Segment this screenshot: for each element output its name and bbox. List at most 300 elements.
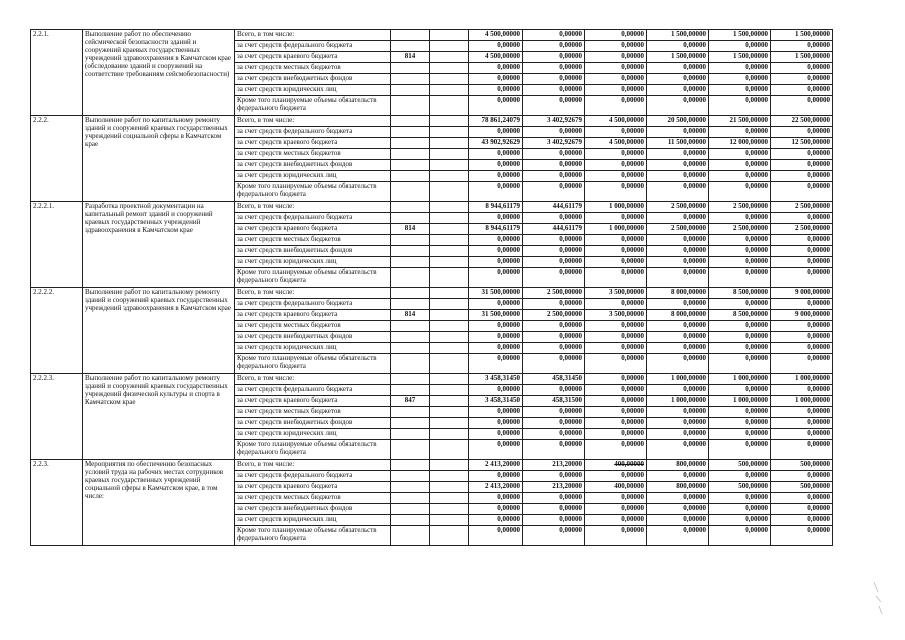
table-row [31, 374, 894, 385]
amount-cell: 0,00000 [469, 160, 523, 171]
amount-cell: 0,00000 [523, 321, 585, 332]
empty-cell [430, 246, 469, 257]
amount-cell: 0,00000 [523, 41, 585, 52]
margin-pencil-mark [872, 580, 884, 616]
amount-cell: 0,00000 [469, 385, 523, 396]
funding-source-label: за счет средств краевого бюджета [235, 482, 391, 493]
amount-cell: 31 500,00000 [469, 288, 523, 299]
amount-cell: 1 000,00000 [709, 374, 771, 385]
amount-cell: 8 000,00000 [647, 288, 709, 299]
empty-cell [430, 288, 469, 299]
amount-cell: 800,00000 [647, 460, 709, 471]
amount-cell: 0,00000 [709, 85, 771, 96]
budget-code [391, 235, 430, 246]
amount-cell: 0,00000 [771, 504, 833, 515]
amount-cell: 0,00000 [771, 246, 833, 257]
empty-cell [430, 407, 469, 418]
amount-cell: 0,00000 [647, 213, 709, 224]
budget-code [391, 299, 430, 310]
amount-cell: 0,00000 [771, 171, 833, 182]
amount-cell: 0,00000 [771, 41, 833, 52]
amount-cell: 0,00000 [709, 471, 771, 482]
amount-cell: 0,00000 [469, 74, 523, 85]
budget-code [391, 171, 430, 182]
amount-cell: 0,00000 [523, 493, 585, 504]
amount-cell: 0,00000 [585, 385, 647, 396]
amount-cell: 1 500,00000 [771, 30, 833, 41]
amount-cell: 0,00000 [647, 268, 709, 288]
amount-cell: 1 000,00000 [771, 396, 833, 407]
amount-cell: 1 500,00000 [709, 52, 771, 63]
amount-cell: 0,00000 [469, 418, 523, 429]
funding-source-label: Всего, в том числе: [235, 202, 391, 213]
amount-cell: 0,00000 [709, 385, 771, 396]
amount-cell: 0,00000 [647, 332, 709, 343]
funding-source-label: Всего, в том числе: [235, 460, 391, 471]
amount-cell: 1 500,00000 [647, 52, 709, 63]
amount-cell: 0,00000 [585, 321, 647, 332]
amount-cell: 0,00000 [709, 257, 771, 268]
funding-source-label: за счет средств внебюджетных фондов [235, 418, 391, 429]
amount-cell: 0,00000 [647, 354, 709, 374]
funding-source-label: за счет средств внебюджетных фондов [235, 504, 391, 515]
amount-cell: 78 861,24079 [469, 116, 523, 127]
funding-source-label: Кроме того планируемые объемы обязательств федерального бюджета [235, 526, 391, 546]
amount-cell: 0,00000 [585, 41, 647, 52]
budget-code [391, 482, 430, 493]
budget-code [391, 493, 430, 504]
empty-cell [430, 224, 469, 235]
amount-cell: 0,00000 [771, 440, 833, 460]
funding-source-label: за счет средств юридических лиц [235, 343, 391, 354]
amount-cell: 0,00000 [523, 418, 585, 429]
amount-cell: 0,00000 [771, 407, 833, 418]
amount-cell: 0,00000 [771, 213, 833, 224]
empty-cell [430, 63, 469, 74]
amount-cell: 0,00000 [647, 96, 709, 116]
amount-cell: 458,31450 [523, 374, 585, 385]
amount-cell: 0,00000 [523, 85, 585, 96]
table-row [31, 460, 894, 471]
funding-source-label: за счет средств юридических лиц [235, 257, 391, 268]
empty-cell [430, 526, 469, 546]
amount-cell: 0,00000 [647, 321, 709, 332]
amount-cell: 0,00000 [523, 471, 585, 482]
amount-cell: 0,00000 [469, 213, 523, 224]
amount-cell: 0,00000 [771, 299, 833, 310]
budget-code [391, 288, 430, 299]
amount-cell: 4 500,00000 [585, 116, 647, 127]
amount-cell: 0,00000 [469, 127, 523, 138]
amount-cell: 0,00000 [647, 526, 709, 546]
funding-source-label: за счет средств краевого бюджета [235, 224, 391, 235]
amount-cell: 0,00000 [647, 182, 709, 202]
funding-source-label: Кроме того планируемые объемы обязательств федерального бюджета [235, 268, 391, 288]
amount-cell: 0,00000 [585, 257, 647, 268]
amount-cell: 0,00000 [469, 332, 523, 343]
amount-cell: 11 500,00000 [647, 138, 709, 149]
amount-cell: 0,00000 [771, 526, 833, 546]
amount-cell: 1 500,00000 [647, 30, 709, 41]
empty-cell [430, 213, 469, 224]
funding-source-label: за счет средств юридических лиц [235, 515, 391, 526]
table-row [31, 288, 894, 299]
amount-cell: 0,00000 [585, 63, 647, 74]
amount-cell: 0,00000 [709, 246, 771, 257]
empty-cell [430, 471, 469, 482]
amount-cell: 0,00000 [647, 74, 709, 85]
amount-cell: 3 402,92679 [523, 116, 585, 127]
amount-cell: 0,00000 [469, 171, 523, 182]
budget-code: 814 [391, 224, 430, 235]
amount-cell: 0,00000 [523, 343, 585, 354]
amount-cell: 0,00000 [709, 343, 771, 354]
amount-cell: 0,00000 [585, 182, 647, 202]
funding-source-label: за счет средств внебюджетных фондов [235, 332, 391, 343]
amount-cell: 0,00000 [469, 407, 523, 418]
amount-cell: 0,00000 [469, 257, 523, 268]
funding-source-label: за счет средств местных бюджетов [235, 321, 391, 332]
amount-cell: 0,00000 [585, 213, 647, 224]
financing-table [30, 29, 894, 546]
empty-cell [430, 96, 469, 116]
amount-cell: 0,00000 [585, 440, 647, 460]
amount-cell: 400,00000 [585, 482, 647, 493]
amount-cell: 0,00000 [771, 385, 833, 396]
amount-cell: 21 500,00000 [709, 116, 771, 127]
amount-cell: 0,00000 [709, 213, 771, 224]
amount-cell: 0,00000 [647, 504, 709, 515]
empty-cell [430, 41, 469, 52]
amount-cell: 0,00000 [647, 246, 709, 257]
funding-source-label: за счет средств краевого бюджета [235, 52, 391, 63]
amount-cell: 0,00000 [469, 440, 523, 460]
budget-code [391, 385, 430, 396]
amount-cell: 800,00000 [647, 482, 709, 493]
amount-cell: 0,00000 [771, 493, 833, 504]
amount-cell: 0,00000 [709, 149, 771, 160]
table-row [31, 116, 894, 127]
amount-cell: 0,00000 [647, 385, 709, 396]
amount-cell: 0,00000 [523, 171, 585, 182]
amount-cell: 213,20000 [523, 482, 585, 493]
budget-code [391, 515, 430, 526]
amount-cell: 0,00000 [523, 440, 585, 460]
amount-cell: 20 500,00000 [647, 116, 709, 127]
empty-cell [430, 332, 469, 343]
amount-cell: 0,00000 [585, 396, 647, 407]
amount-cell: 0,00000 [709, 235, 771, 246]
amount-cell: 2 500,00000 [523, 288, 585, 299]
funding-source-label: за счет средств федерального бюджета [235, 41, 391, 52]
amount-cell: 43 902,92629 [469, 138, 523, 149]
amount-cell: 0,00000 [771, 149, 833, 160]
amount-cell: 1 000,00000 [585, 202, 647, 213]
amount-cell: 0,00000 [585, 526, 647, 546]
amount-cell: 0,00000 [647, 493, 709, 504]
amount-cell: 0,00000 [585, 160, 647, 171]
amount-cell: 0,00000 [771, 63, 833, 74]
amount-cell: 0,00000 [523, 354, 585, 374]
amount-cell: 2 500,00000 [771, 202, 833, 213]
amount-cell: 0,00000 [709, 74, 771, 85]
amount-cell: 0,00000 [771, 321, 833, 332]
amount-cell: 0,00000 [771, 85, 833, 96]
amount-cell: 0,00000 [709, 268, 771, 288]
amount-cell: 12 500,00000 [771, 138, 833, 149]
amount-cell: 0,00000 [523, 268, 585, 288]
amount-cell: 0,00000 [523, 407, 585, 418]
amount-cell: 0,00000 [469, 85, 523, 96]
section-number: 2.2.3. [31, 460, 83, 546]
amount-cell: 1 000,00000 [709, 396, 771, 407]
section-number: 2.2.2.3. [31, 374, 83, 460]
amount-cell: 0,00000 [585, 268, 647, 288]
amount-cell: 1 000,00000 [647, 396, 709, 407]
funding-source-label: за счет средств местных бюджетов [235, 63, 391, 74]
amount-cell: 0,00000 [469, 246, 523, 257]
amount-cell: 4 500,00000 [469, 30, 523, 41]
amount-cell: 500,00000 [709, 460, 771, 471]
amount-cell: 0,00000 [771, 343, 833, 354]
funding-source-label: Всего, в том числе: [235, 288, 391, 299]
funding-source-label: за счет средств местных бюджетов [235, 407, 391, 418]
amount-cell: 0,00000 [523, 63, 585, 74]
amount-cell: 0,00000 [647, 85, 709, 96]
amount-cell: 0,00000 [647, 160, 709, 171]
amount-cell: 0,00000 [523, 385, 585, 396]
amount-cell: 213,20000 [523, 460, 585, 471]
amount-cell: 0,00000 [709, 332, 771, 343]
empty-cell [430, 127, 469, 138]
budget-code [391, 160, 430, 171]
budget-code: 847 [391, 396, 430, 407]
amount-cell: 0,00000 [469, 149, 523, 160]
empty-cell [430, 171, 469, 182]
amount-cell: 0,00000 [469, 343, 523, 354]
budget-code [391, 268, 430, 288]
amount-cell: 0,00000 [585, 85, 647, 96]
budget-code [391, 74, 430, 85]
empty-cell [430, 202, 469, 213]
amount-cell: 0,00000 [709, 515, 771, 526]
funding-source-label: Кроме того планируемые объемы обязательств федерального бюджета [235, 354, 391, 374]
amount-cell: 0,00000 [647, 257, 709, 268]
amount-cell: 0,00000 [469, 96, 523, 116]
section-title: Разработка проектной документации на капитальный ремонт зданий и сооружений краевых государственных учреждений здравоохранения в Камчатском крае [83, 202, 235, 288]
amount-cell: 0,00000 [647, 235, 709, 246]
amount-cell: 3 458,31450 [469, 374, 523, 385]
empty-cell [430, 149, 469, 160]
amount-cell: 0,00000 [469, 354, 523, 374]
amount-cell: 444,61179 [523, 202, 585, 213]
empty-cell [430, 418, 469, 429]
amount-cell: 1 000,00000 [647, 374, 709, 385]
amount-cell: 458,31500 [523, 396, 585, 407]
amount-cell: 1 000,00000 [585, 224, 647, 235]
amount-cell: 0,00000 [647, 171, 709, 182]
budget-code [391, 127, 430, 138]
amount-cell: 0,00000 [771, 515, 833, 526]
funding-source-label: за счет средств федерального бюджета [235, 299, 391, 310]
amount-cell: 0,00000 [709, 160, 771, 171]
funding-source-label: за счет средств внебюджетных фондов [235, 246, 391, 257]
amount-cell: 0,00000 [523, 96, 585, 116]
amount-cell: 0,00000 [585, 171, 647, 182]
amount-cell: 4 500,00000 [585, 138, 647, 149]
funding-source-label: Кроме того планируемые объемы обязательств федерального бюджета [235, 96, 391, 116]
amount-cell: 0,00000 [647, 407, 709, 418]
amount-cell: 0,00000 [585, 515, 647, 526]
section-title: Выполнение работ по капитальному ремонту зданий и сооружений краевых государственных учреждений физической культуры и спорта в Камчатском крае [83, 374, 235, 460]
amount-cell: 0,00000 [523, 515, 585, 526]
funding-source-label: за счет средств юридических лиц [235, 171, 391, 182]
amount-cell: 0,00000 [469, 268, 523, 288]
amount-cell: 0,00000 [771, 96, 833, 116]
section-number: 2.2.2. [31, 116, 83, 202]
amount-cell: 0,00000 [523, 52, 585, 63]
budget-code [391, 63, 430, 74]
amount-cell: 0,00000 [709, 299, 771, 310]
funding-source-label: за счет средств федерального бюджета [235, 471, 391, 482]
amount-cell: 0,00000 [585, 127, 647, 138]
funding-source-label: за счет средств краевого бюджета [235, 138, 391, 149]
amount-cell: 3 402,92679 [523, 138, 585, 149]
amount-cell: 0,00000 [771, 182, 833, 202]
amount-cell: 2 500,00000 [709, 202, 771, 213]
funding-source-label: Всего, в том числе: [235, 30, 391, 41]
empty-cell [430, 85, 469, 96]
budget-code [391, 343, 430, 354]
funding-source-label: за счет средств федерального бюджета [235, 127, 391, 138]
amount-cell: 0,00000 [771, 354, 833, 374]
amount-cell: 2 500,00000 [523, 310, 585, 321]
amount-cell: 0,00000 [523, 257, 585, 268]
empty-cell [430, 235, 469, 246]
amount-cell: 12 000,00000 [709, 138, 771, 149]
amount-cell: 0,00000 [523, 160, 585, 171]
empty-cell [430, 116, 469, 127]
budget-code [391, 418, 430, 429]
budget-code [391, 257, 430, 268]
amount-cell: 0,00000 [771, 257, 833, 268]
amount-cell: 3 500,00000 [585, 310, 647, 321]
section-number: 2.2.2.1. [31, 202, 83, 288]
amount-cell: 0,00000 [469, 41, 523, 52]
empty-cell [430, 74, 469, 85]
empty-cell [430, 30, 469, 41]
amount-cell: 0,00000 [523, 213, 585, 224]
amount-cell: 0,00000 [523, 30, 585, 41]
amount-cell: 0,00000 [469, 515, 523, 526]
empty-cell [430, 268, 469, 288]
amount-cell: 0,00000 [709, 182, 771, 202]
amount-cell: 0,00000 [647, 149, 709, 160]
budget-code [391, 471, 430, 482]
amount-cell: 0,00000 [469, 526, 523, 546]
amount-cell: 0,00000 [585, 149, 647, 160]
budget-code [391, 85, 430, 96]
amount-cell: 400,00000 [585, 460, 647, 471]
amount-cell: 0,00000 [709, 171, 771, 182]
amount-cell: 0,00000 [647, 343, 709, 354]
amount-cell: 2 500,00000 [647, 224, 709, 235]
empty-cell [430, 257, 469, 268]
funding-source-label: за счет средств юридических лиц [235, 85, 391, 96]
amount-cell: 0,00000 [709, 418, 771, 429]
amount-cell: 0,00000 [469, 63, 523, 74]
funding-source-label: Кроме того планируемые объемы обязательств федерального бюджета [235, 182, 391, 202]
empty-cell [430, 52, 469, 63]
amount-cell: 0,00000 [585, 429, 647, 440]
empty-cell [430, 460, 469, 471]
amount-cell: 500,00000 [709, 482, 771, 493]
budget-code [391, 321, 430, 332]
funding-source-label: за счет средств федерального бюджета [235, 385, 391, 396]
amount-cell: 500,00000 [771, 482, 833, 493]
amount-cell: 0,00000 [709, 354, 771, 374]
amount-cell: 0,00000 [469, 504, 523, 515]
amount-cell: 8 944,61179 [469, 202, 523, 213]
amount-cell: 0,00000 [647, 63, 709, 74]
budget-code [391, 354, 430, 374]
funding-source-label: за счет средств местных бюджетов [235, 493, 391, 504]
budget-code [391, 332, 430, 343]
amount-cell: 500,00000 [771, 460, 833, 471]
budget-code [391, 213, 430, 224]
amount-cell: 0,00000 [523, 182, 585, 202]
section-title: Мероприятия по обеспечению безопасных условий труда на рабочих местах сотрудников краевых государственных учреждений социальной сферы в Камчатском крае, в том числе: [83, 460, 235, 546]
amount-cell: 0,00000 [647, 127, 709, 138]
amount-cell: 0,00000 [585, 52, 647, 63]
amount-cell: 22 500,00000 [771, 116, 833, 127]
amount-cell: 0,00000 [523, 127, 585, 138]
amount-cell: 0,00000 [771, 429, 833, 440]
amount-cell: 4 500,00000 [469, 52, 523, 63]
budget-code [391, 30, 430, 41]
amount-cell: 0,00000 [523, 299, 585, 310]
amount-cell: 0,00000 [771, 74, 833, 85]
amount-cell: 8 500,00000 [709, 310, 771, 321]
amount-cell: 1 000,00000 [771, 374, 833, 385]
empty-cell [430, 182, 469, 202]
budget-code [391, 138, 430, 149]
empty-cell [430, 385, 469, 396]
amount-cell: 8 000,00000 [647, 310, 709, 321]
amount-cell: 0,00000 [523, 526, 585, 546]
amount-cell: 0,00000 [709, 526, 771, 546]
empty-cell [430, 354, 469, 374]
amount-cell: 0,00000 [585, 343, 647, 354]
budget-code [391, 429, 430, 440]
empty-cell [430, 515, 469, 526]
amount-cell: 0,00000 [771, 332, 833, 343]
amount-cell: 3 458,31450 [469, 396, 523, 407]
amount-cell: 0,00000 [709, 321, 771, 332]
amount-cell: 0,00000 [709, 63, 771, 74]
amount-cell: 0,00000 [771, 471, 833, 482]
section-title: Выполнение работ по капитальному ремонту зданий и сооружений краевых государственных учреждений здравоохранения в Камчатском крае [83, 288, 235, 374]
amount-cell: 0,00000 [709, 407, 771, 418]
amount-cell: 0,00000 [709, 41, 771, 52]
empty-cell [430, 310, 469, 321]
budget-code [391, 440, 430, 460]
amount-cell: 0,00000 [469, 235, 523, 246]
table-row [31, 202, 894, 213]
amount-cell: 0,00000 [469, 493, 523, 504]
amount-cell: 0,00000 [523, 504, 585, 515]
amount-cell: 0,00000 [469, 299, 523, 310]
